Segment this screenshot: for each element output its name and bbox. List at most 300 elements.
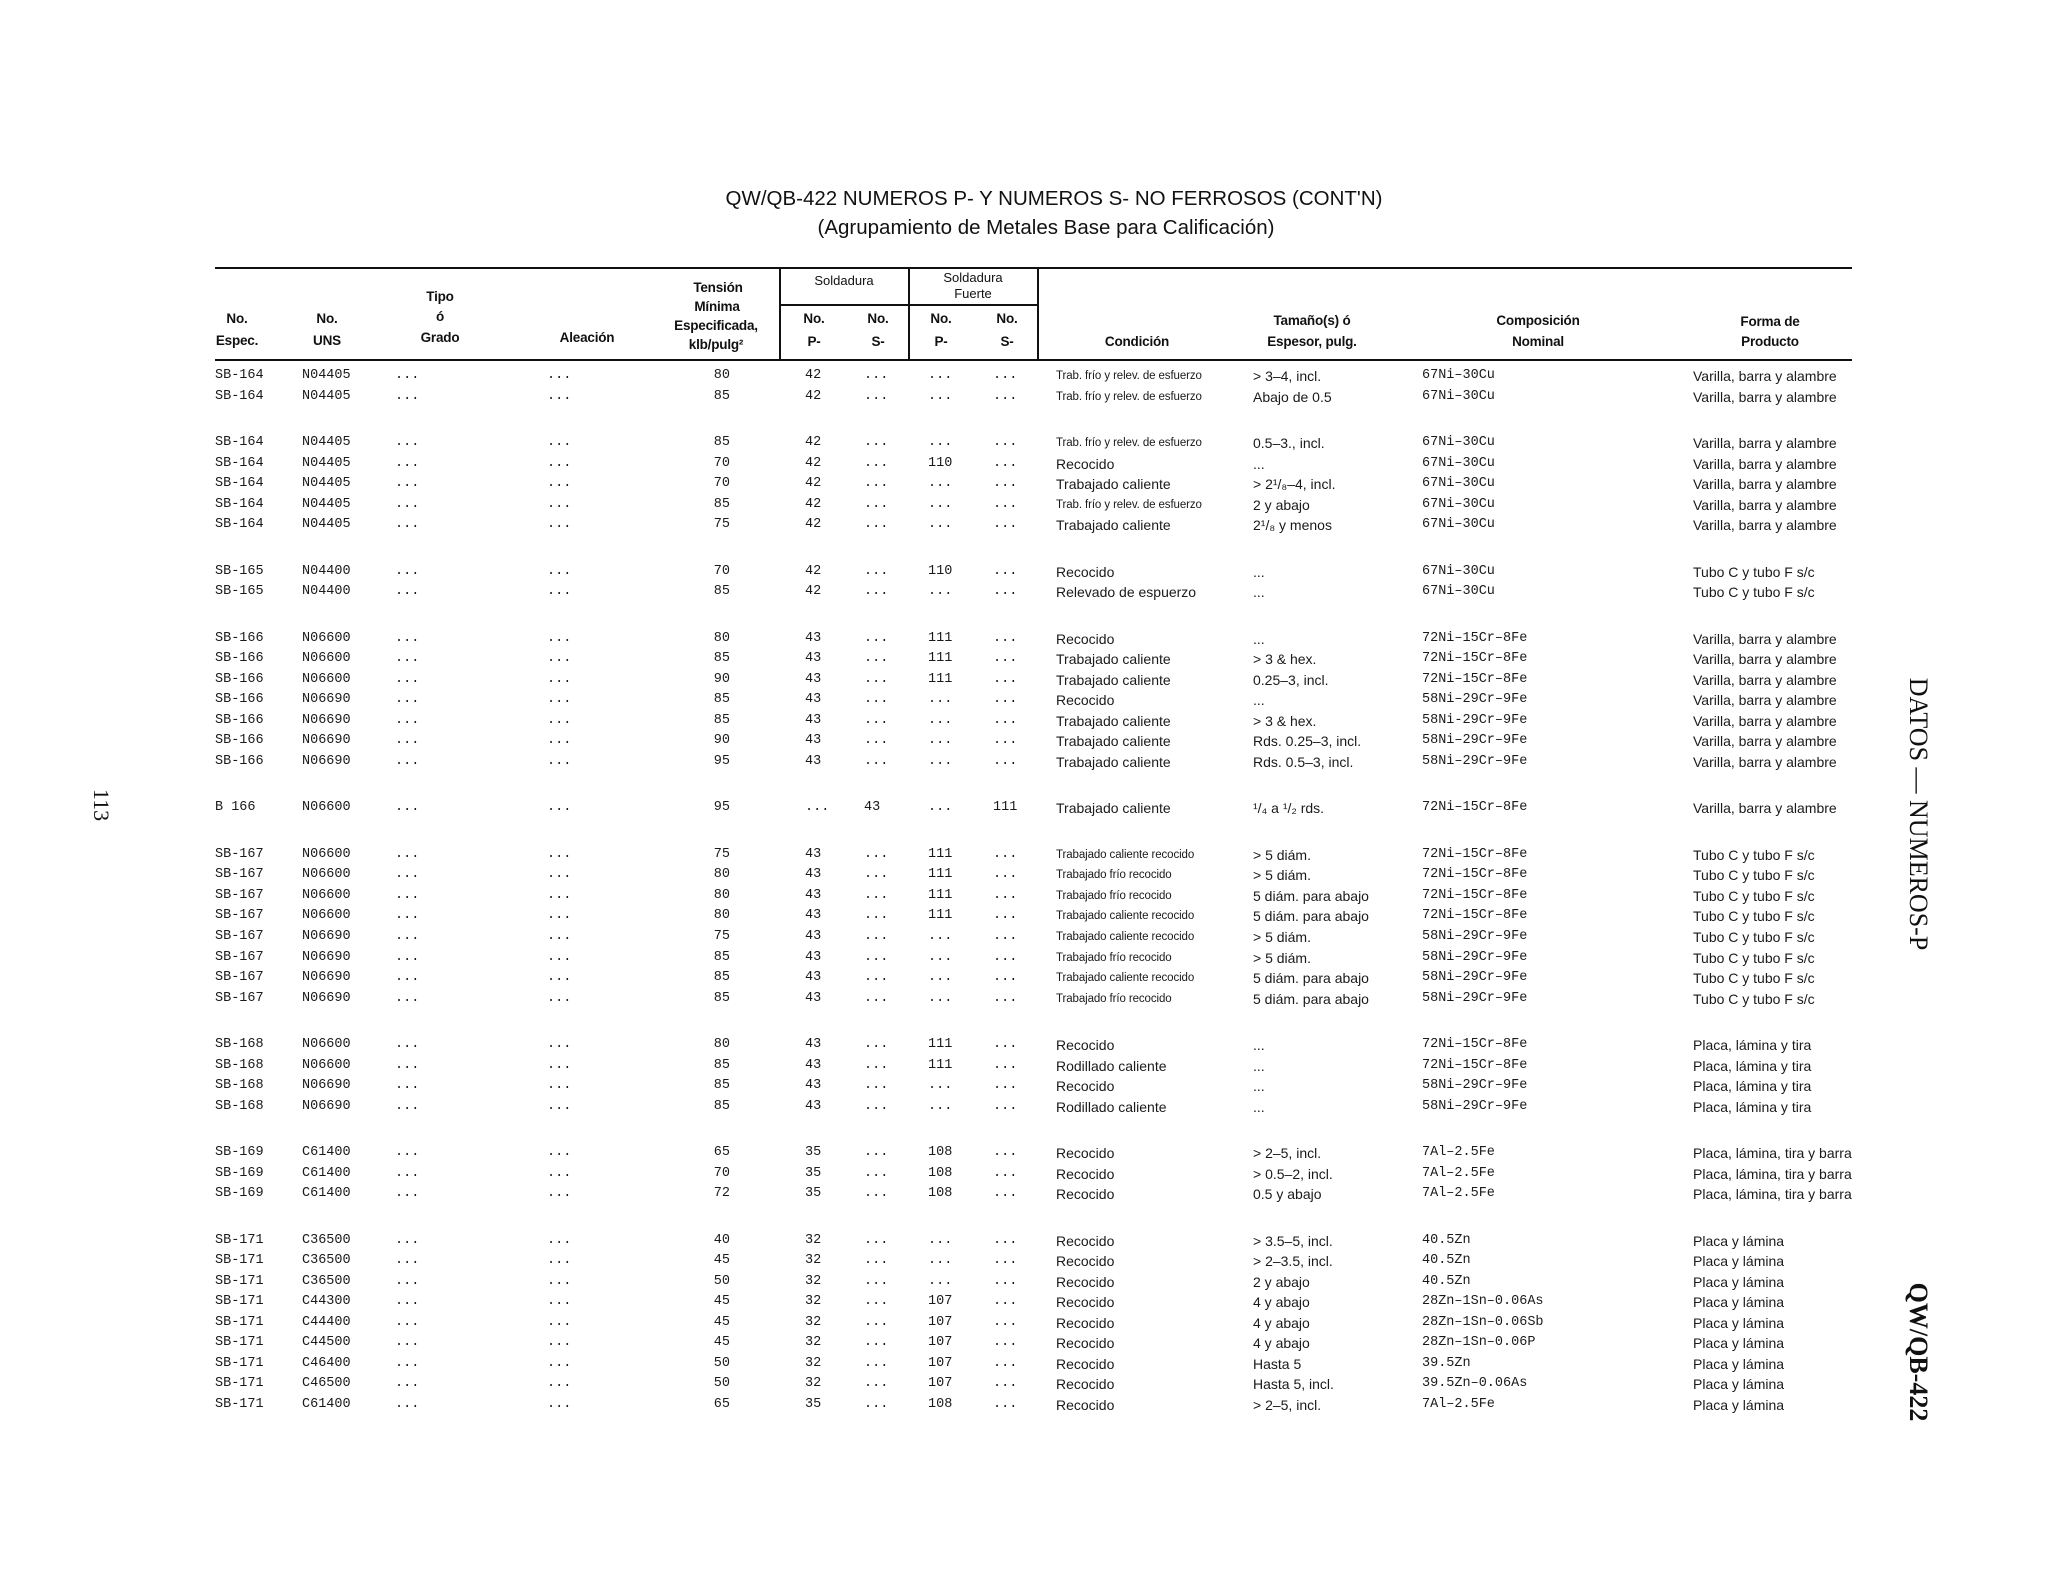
braze-s-number: ...	[993, 388, 1018, 404]
header-product-form-1: Forma de	[1740, 314, 1800, 329]
size-thickness: ...	[1253, 563, 1265, 580]
spec-number: B 166	[215, 800, 256, 816]
uns-number: N06690	[302, 949, 351, 965]
size-thickness: 5 diám. para abajo	[1253, 908, 1369, 925]
size-thickness: 5 diám. para abajo	[1253, 970, 1369, 987]
table-row	[0, 948, 1880, 969]
header-tensile-1: Tensión	[693, 280, 743, 295]
weld-p-number: 42	[805, 455, 822, 471]
weld-s-number: 43	[864, 800, 881, 816]
type-grade: ...	[395, 846, 420, 862]
condition: Recocido	[1056, 1355, 1115, 1372]
condition: Trabajado caliente	[1056, 733, 1171, 750]
type-grade: ...	[395, 1376, 420, 1392]
product-form: Tubo C y tubo F s/c	[1693, 908, 1815, 925]
weld-s-number: ...	[864, 692, 889, 708]
weld-s-number: ...	[864, 651, 889, 667]
min-tensile: 65	[713, 1145, 730, 1161]
uns-number: N06690	[302, 970, 351, 986]
nominal-composition: 72Ni–15Cr–8Fe	[1422, 800, 1528, 816]
header-condition: Condición	[1104, 334, 1170, 349]
uns-number: N06600	[302, 846, 351, 862]
product-form: Varilla, barra y alambre	[1693, 476, 1837, 493]
table-row	[0, 731, 1880, 752]
nominal-composition: 7Al–2.5Fe	[1422, 1397, 1495, 1412]
alloy: ...	[547, 1232, 572, 1248]
braze-s-number: ...	[993, 630, 1018, 646]
nominal-composition: 72Ni–15Cr–8Fe	[1422, 1037, 1528, 1053]
product-form: Varilla, barra y alambre	[1693, 754, 1837, 770]
header-alloy: Aleación	[559, 330, 615, 345]
condition: Recocido	[1056, 1078, 1115, 1095]
type-grade: ...	[395, 1397, 420, 1412]
uns-number: C61400	[302, 1397, 351, 1412]
type-grade: ...	[395, 496, 420, 512]
braze-p-number: ...	[928, 733, 953, 749]
condition: Trabajado caliente	[1056, 476, 1171, 493]
weld-p-number: 43	[805, 990, 822, 1006]
uns-number: N06600	[302, 800, 351, 816]
product-form: Placa, lámina y tira	[1693, 1098, 1812, 1115]
uns-number: C44400	[302, 1314, 351, 1330]
type-grade: ...	[395, 1232, 420, 1248]
product-form: Tubo C y tubo F s/c	[1693, 563, 1815, 580]
braze-p-number: ...	[928, 800, 953, 816]
product-form: Varilla, barra y alambre	[1693, 712, 1837, 729]
alloy: ...	[547, 517, 572, 533]
header-bottom-rule	[215, 359, 1852, 361]
braze-p-number: 108	[928, 1165, 953, 1181]
product-form: Placa, lámina y tira	[1693, 1037, 1812, 1054]
min-tensile: 45	[713, 1253, 730, 1269]
type-grade: ...	[395, 476, 420, 492]
product-form: Varilla, barra y alambre	[1693, 368, 1837, 385]
spec-number: SB-167	[215, 867, 264, 883]
alloy: ...	[547, 1186, 572, 1202]
braze-p-number: ...	[928, 584, 953, 600]
min-tensile: 50	[713, 1376, 730, 1392]
spec-number: SB-166	[215, 733, 264, 749]
weld-s-number: ...	[864, 476, 889, 492]
condition: Recocido	[1056, 630, 1115, 647]
size-thickness: Rds. 0.25–3, incl.	[1253, 733, 1362, 750]
braze-s-number: ...	[993, 970, 1018, 986]
condition: Recocido	[1056, 1314, 1115, 1331]
header-braze-s: S-	[1000, 334, 1014, 349]
table-row	[0, 752, 1880, 773]
weld-s-number: ...	[864, 908, 889, 924]
alloy: ...	[547, 867, 572, 883]
nominal-composition: 58Ni–29Cr–9Fe	[1422, 754, 1528, 769]
nominal-composition: 67Ni–30Cu	[1422, 476, 1495, 492]
spec-number: SB-164	[215, 455, 264, 471]
weld-p-number: 43	[805, 1057, 822, 1073]
spec-number: SB-169	[215, 1165, 264, 1181]
weld-s-number: ...	[864, 1314, 889, 1330]
table-row	[0, 454, 1880, 475]
uns-number: C36500	[302, 1253, 351, 1269]
alloy: ...	[547, 651, 572, 667]
table-subtitle: (Agrupamiento de Metales Base para Calificación)	[817, 216, 1275, 239]
braze-s-number: ...	[993, 1098, 1018, 1114]
type-grade: ...	[395, 1335, 420, 1351]
size-thickness: 4 y abajo	[1253, 1335, 1310, 1352]
weld-p-number: 42	[805, 584, 822, 600]
min-tensile: 85	[713, 584, 730, 600]
type-grade: ...	[395, 1078, 420, 1094]
header-weld-s: S-	[871, 334, 885, 349]
braze-p-number: 107	[928, 1335, 953, 1351]
braze-p-number: 111	[928, 887, 953, 903]
spec-number: SB-171	[215, 1355, 264, 1371]
spec-number: SB-164	[215, 435, 264, 451]
nominal-composition: 7Al–2.5Fe	[1422, 1145, 1495, 1161]
size-thickness: ...	[1253, 1078, 1265, 1095]
weld-s-number: ...	[864, 1273, 889, 1289]
uns-number: N06690	[302, 1098, 351, 1114]
min-tensile: 85	[713, 1057, 730, 1073]
table-row	[0, 1184, 1880, 1205]
product-form: Placa, lámina y tira	[1693, 1057, 1812, 1074]
type-grade: ...	[395, 1037, 420, 1053]
condition: Trabajado caliente	[1056, 651, 1171, 668]
braze-p-number: ...	[928, 712, 953, 728]
table-row	[0, 1374, 1880, 1395]
size-thickness: 4 y abajo	[1253, 1294, 1310, 1311]
weld-p-number: 43	[805, 908, 822, 924]
condition: Trab. frío y relev. de esfuerzo	[1056, 370, 1202, 383]
uns-number: N04405	[302, 455, 351, 471]
nominal-composition: 28Zn–1Sn–0.06Sb	[1422, 1314, 1544, 1330]
alloy: ...	[547, 1253, 572, 1269]
weld-s-number: ...	[864, 1145, 889, 1161]
table-row	[0, 1292, 1880, 1313]
braze-s-number: ...	[993, 517, 1018, 533]
nominal-composition: 67Ni–30Cu	[1422, 563, 1495, 579]
weld-p-number: 35	[805, 1165, 822, 1181]
min-tensile: 50	[713, 1273, 730, 1289]
spec-number: SB-169	[215, 1186, 264, 1202]
spec-number: SB-171	[215, 1273, 264, 1289]
table-row	[0, 433, 1880, 454]
uns-number: C61400	[302, 1145, 351, 1161]
uns-number: C44500	[302, 1335, 351, 1351]
type-grade: ...	[395, 563, 420, 579]
min-tensile: 85	[713, 692, 730, 708]
table-top-rule	[215, 267, 1852, 269]
type-grade: ...	[395, 1098, 420, 1114]
min-tensile: 85	[713, 712, 730, 728]
type-grade: ...	[395, 368, 420, 384]
product-form: Varilla, barra y alambre	[1693, 496, 1837, 513]
spec-number: SB-168	[215, 1057, 264, 1073]
weld-s-number: ...	[864, 846, 889, 862]
weld-s-number: ...	[864, 1037, 889, 1053]
weld-s-number: ...	[864, 733, 889, 749]
nominal-composition: 67Ni–30Cu	[1422, 517, 1495, 533]
condition: Recocido	[1056, 1273, 1115, 1290]
alloy: ...	[547, 1314, 572, 1330]
nominal-composition: 58Ni–29Cr–9Fe	[1422, 692, 1528, 708]
min-tensile: 85	[713, 435, 730, 451]
header-soldadura-fuerte-1: Soldadura	[943, 270, 1003, 285]
min-tensile: 45	[713, 1335, 730, 1351]
spec-number: SB-171	[215, 1397, 264, 1412]
table-row	[0, 670, 1880, 691]
braze-p-number: 111	[928, 630, 953, 646]
uns-number: N06690	[302, 1078, 351, 1094]
weld-p-number: 43	[805, 1098, 822, 1114]
uns-number: N06690	[302, 712, 351, 728]
braze-s-number: ...	[993, 908, 1018, 924]
product-form: Varilla, barra y alambre	[1693, 671, 1837, 688]
alloy: ...	[547, 990, 572, 1006]
header-soldadura: Soldadura	[814, 273, 874, 288]
braze-p-number: 107	[928, 1294, 953, 1310]
size-thickness: ¹/₄ a ¹/₂ rds.	[1253, 800, 1325, 817]
braze-p-number: ...	[928, 1078, 953, 1094]
type-grade: ...	[395, 517, 420, 533]
braze-s-number: ...	[993, 1397, 1018, 1412]
weld-p-number: 32	[805, 1273, 822, 1289]
size-thickness: > 0.5–2, incl.	[1253, 1165, 1333, 1182]
nominal-composition: 28Zn–1Sn–0.06P	[1422, 1335, 1536, 1351]
alloy: ...	[547, 496, 572, 512]
weld-s-number: ...	[864, 517, 889, 533]
spec-number: SB-164	[215, 476, 264, 492]
condition: Recocido	[1056, 563, 1115, 580]
table-row	[0, 865, 1880, 886]
braze-p-number: 111	[928, 671, 953, 687]
condition: Trab. frío y relev. de esfuerzo	[1056, 498, 1202, 511]
braze-s-number: ...	[993, 1037, 1018, 1053]
nominal-composition: 67Ni–30Cu	[1422, 496, 1495, 512]
nominal-composition: 72Ni–15Cr–8Fe	[1422, 908, 1528, 924]
weld-p-number: 42	[805, 476, 822, 492]
nominal-composition: 58Ni–29Cr–9Fe	[1422, 1098, 1528, 1114]
table-row	[0, 1056, 1880, 1077]
spec-number: SB-167	[215, 929, 264, 944]
product-form: Placa y lámina	[1693, 1376, 1785, 1393]
size-thickness: > 3 & hex.	[1253, 651, 1317, 668]
weld-p-number: 35	[805, 1145, 822, 1161]
weld-s-number: ...	[864, 563, 889, 579]
braze-s-number: ...	[993, 1314, 1018, 1330]
uns-number: N04405	[302, 476, 351, 492]
table-row	[0, 927, 1880, 948]
weld-s-number: ...	[864, 712, 889, 728]
type-grade: ...	[395, 949, 420, 965]
size-thickness: ...	[1253, 455, 1265, 472]
product-form: Placa y lámina	[1693, 1294, 1785, 1311]
nominal-composition: 72Ni–15Cr–8Fe	[1422, 867, 1528, 883]
condition: Trabajado caliente	[1056, 517, 1171, 534]
condition: Recocido	[1056, 455, 1115, 472]
size-thickness: 2 y abajo	[1253, 496, 1310, 513]
table-row	[0, 474, 1880, 495]
alloy: ...	[547, 887, 572, 903]
product-form: Varilla, barra y alambre	[1693, 692, 1837, 709]
header-type: Tipo	[426, 289, 454, 304]
braze-s-number: ...	[993, 949, 1018, 965]
min-tensile: 90	[713, 733, 730, 749]
min-tensile: 95	[713, 754, 730, 769]
size-thickness: > 3–4, incl.	[1253, 368, 1322, 385]
product-form: Tubo C y tubo F s/c	[1693, 990, 1815, 1007]
min-tensile: 85	[713, 949, 730, 965]
spec-number: SB-171	[215, 1335, 264, 1351]
weld-s-number: ...	[864, 1098, 889, 1114]
size-thickness: Abajo de 0.5	[1253, 388, 1332, 405]
braze-s-number: ...	[993, 496, 1018, 512]
weld-p-number: 42	[805, 435, 822, 451]
braze-p-number: 111	[928, 1057, 953, 1073]
braze-s-number: ...	[993, 584, 1018, 600]
braze-s-number: 111	[993, 800, 1018, 816]
braze-p-number: 110	[928, 455, 953, 471]
condition: Trabajado frío recocido	[1056, 889, 1172, 902]
braze-p-number: 108	[928, 1145, 953, 1161]
uns-number: N06600	[302, 1057, 351, 1073]
size-thickness: ...	[1253, 584, 1265, 601]
min-tensile: 85	[713, 388, 730, 404]
min-tensile: 95	[713, 800, 730, 816]
braze-s-number: ...	[993, 435, 1018, 451]
condition: Trabajado frío recocido	[1056, 869, 1172, 882]
braze-s-number: ...	[993, 476, 1018, 492]
uns-number: N06600	[302, 630, 351, 646]
braze-p-number: ...	[928, 517, 953, 533]
size-thickness: > 2–5, incl.	[1253, 1145, 1322, 1162]
product-form: Tubo C y tubo F s/c	[1693, 887, 1815, 904]
product-form: Placa, lámina y tira	[1693, 1078, 1812, 1095]
nominal-composition: 40.5Zn	[1422, 1232, 1471, 1248]
braze-s-number: ...	[993, 651, 1018, 667]
weld-s-number: ...	[864, 1232, 889, 1248]
weld-s-number: ...	[864, 949, 889, 965]
nominal-composition: 67Ni–30Cu	[1422, 455, 1495, 471]
header-product-form-2: Producto	[1741, 334, 1799, 349]
condition: Trabajado caliente recocido	[1056, 848, 1195, 861]
soldadura-group-rule	[779, 304, 1039, 306]
type-grade: ...	[395, 712, 420, 728]
table-row	[0, 1231, 1880, 1252]
type-grade: ...	[395, 455, 420, 471]
weld-s-number: ...	[864, 388, 889, 404]
nominal-composition: 58Ni–29Cr–9Fe	[1422, 733, 1528, 749]
size-thickness: 5 diám. para abajo	[1253, 990, 1369, 1007]
weld-s-number: ...	[864, 584, 889, 600]
spec-number: SB-166	[215, 692, 264, 708]
weld-p-number: 43	[805, 651, 822, 667]
header-tensile-units: klb/pulg²	[688, 337, 744, 352]
type-grade: ...	[395, 671, 420, 687]
size-thickness: > 2¹/₈–4, incl.	[1253, 476, 1336, 493]
uns-number: C36500	[302, 1273, 351, 1289]
header-spec-no: No.	[226, 311, 248, 326]
size-thickness: Rds. 0.5–3, incl.	[1253, 754, 1354, 770]
weld-s-number: ...	[864, 1057, 889, 1073]
braze-s-number: ...	[993, 754, 1018, 769]
weld-s-number: ...	[864, 990, 889, 1006]
min-tensile: 75	[713, 517, 730, 533]
header-soldadura-fuerte-2: Fuerte	[954, 286, 992, 301]
size-thickness: > 5 diám.	[1253, 846, 1311, 863]
min-tensile: 40	[713, 1232, 730, 1248]
type-grade: ...	[395, 1273, 420, 1289]
alloy: ...	[547, 754, 572, 769]
alloy: ...	[547, 563, 572, 579]
product-form: Placa y lámina	[1693, 1232, 1785, 1249]
section-code: QW/QB-422	[1904, 1282, 1933, 1422]
product-form: Varilla, barra y alambre	[1693, 733, 1837, 750]
header-grade: Grado	[420, 330, 460, 345]
alloy: ...	[547, 1078, 572, 1094]
alloy: ...	[547, 949, 572, 965]
braze-p-number: 111	[928, 651, 953, 667]
table-row	[0, 690, 1880, 711]
spec-number: SB-171	[215, 1314, 264, 1330]
uns-number: N06690	[302, 929, 351, 944]
alloy: ...	[547, 733, 572, 749]
braze-p-number: ...	[928, 754, 953, 769]
uns-number: N06690	[302, 754, 351, 769]
size-thickness: > 2–3.5, incl.	[1253, 1253, 1333, 1270]
table-row	[0, 1395, 1880, 1416]
uns-number: C61400	[302, 1186, 351, 1202]
product-form: Varilla, barra y alambre	[1693, 800, 1837, 817]
alloy: ...	[547, 1273, 572, 1289]
spec-number: SB-166	[215, 754, 264, 769]
alloy: ...	[547, 1355, 572, 1371]
weld-p-number: 43	[805, 733, 822, 749]
alloy: ...	[547, 1098, 572, 1114]
min-tensile: 65	[713, 1397, 730, 1412]
spec-number: SB-164	[215, 517, 264, 533]
braze-s-number: ...	[993, 1145, 1018, 1161]
uns-number: N06690	[302, 990, 351, 1006]
condition: Recocido	[1056, 1397, 1115, 1413]
nominal-composition: 67Ni–30Cu	[1422, 584, 1495, 600]
condition: Trabajado frío recocido	[1056, 951, 1172, 964]
spec-number: SB-167	[215, 970, 264, 986]
weld-p-number: 43	[805, 692, 822, 708]
type-grade: ...	[395, 1186, 420, 1202]
spec-number: SB-165	[215, 584, 264, 600]
header-braze-p-no: No.	[930, 311, 952, 326]
weld-p-number: 32	[805, 1355, 822, 1371]
braze-p-number: ...	[928, 368, 953, 384]
uns-number: C61400	[302, 1165, 351, 1181]
product-form: Placa, lámina, tira y barra	[1693, 1186, 1852, 1203]
type-grade: ...	[395, 692, 420, 708]
table-row	[0, 649, 1880, 670]
alloy: ...	[547, 970, 572, 986]
size-thickness: ...	[1253, 630, 1265, 647]
product-form: Varilla, barra y alambre	[1693, 388, 1837, 405]
product-form: Placa y lámina	[1693, 1397, 1785, 1413]
braze-p-number: ...	[928, 1273, 953, 1289]
header-braze-p: P-	[934, 334, 948, 349]
braze-s-number: ...	[993, 692, 1018, 708]
table-row	[0, 798, 1880, 819]
condition: Recocido	[1056, 1145, 1115, 1162]
weld-p-number: 42	[805, 517, 822, 533]
braze-p-number: 107	[928, 1355, 953, 1371]
alloy: ...	[547, 1165, 572, 1181]
spec-number: SB-167	[215, 887, 264, 903]
min-tensile: 80	[713, 867, 730, 883]
